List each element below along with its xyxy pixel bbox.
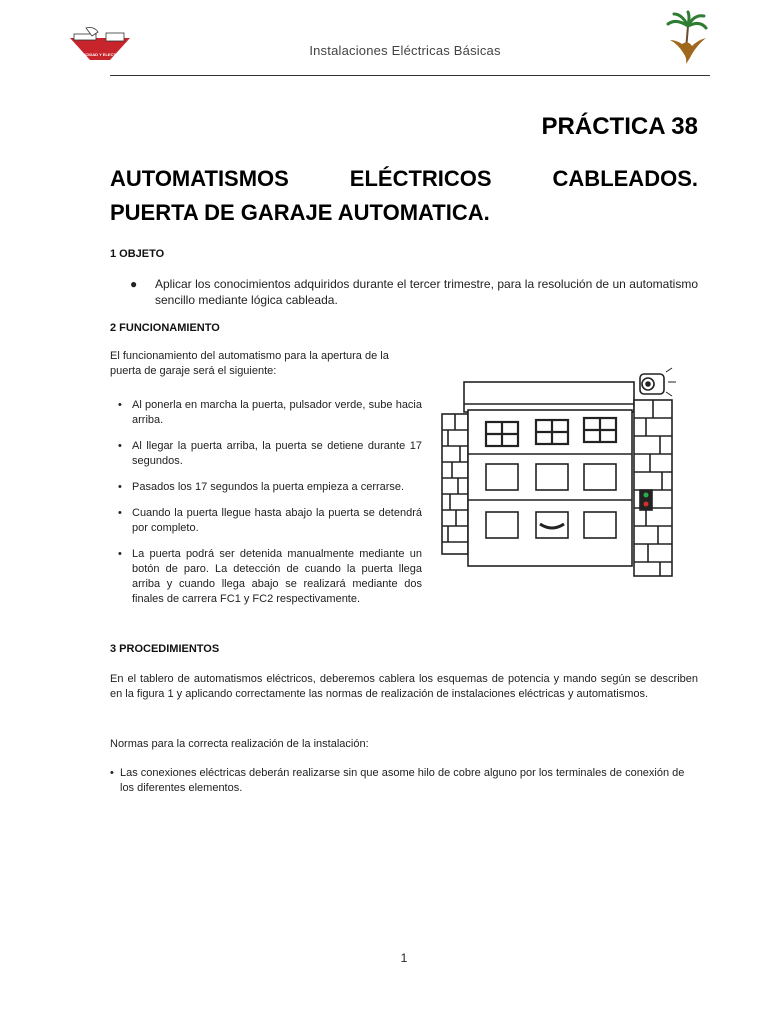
header-divider [110,75,710,76]
list-item-text: Al llegar la puerta arriba, la puerta se detiene durante 17 segundos. [132,440,422,467]
door-motor-icon [640,368,676,396]
school-logo-right [664,10,710,66]
bullet-icon: • [118,481,122,493]
bullet-icon: • [118,440,122,452]
list-item [118,480,422,495]
funcionamiento-list [118,398,422,618]
header-title: Instalaciones Eléctricas Básicas [309,43,501,58]
list-item [118,439,422,469]
palm-leaves-icon [668,12,706,28]
door-windows [486,418,616,446]
bullet-icon: • [110,767,114,779]
section-heading-funcionamiento: 2 FUNCIONAMIENTO [110,322,220,334]
objeto-text: Aplicar los conocimientos adquiridos durante el tercer trimestre, para la resolución de un automatismo sencillo mediante lógica cableada. [155,277,698,307]
bullet-icon: • [118,548,122,560]
title-word: ELÉCTRICOS [349,166,492,191]
objeto-item [130,276,698,308]
normas-list [110,766,700,796]
start-button-green-icon [644,493,649,498]
list-item-text: La puerta podrá ser detenida manualmente mediante un botón de paro. La detección de cuando la puerta llega arriba y cuando llega abajo se realizará mediante dos finales de carrera FC1 y FC2 respectivamente. [132,548,422,605]
list-item-text: Pasados los 17 segundos la puerta empieza a cerrarse. [132,481,405,493]
section-heading-procedimientos: 3 PROCEDIMIENTOS [110,643,220,655]
title-word: AUTOMATISMOS [110,166,289,191]
logo-board-icon [106,33,124,41]
bullet-icon: • [118,399,122,411]
list-item-text: Cuando la puerta llegue hasta abajo la puerta se detendrá por completo. [132,507,422,534]
page-number: 1 [400,951,408,965]
list-item [118,398,422,428]
list-item [118,506,422,536]
list-item-text: Al ponerla en marcha la puerta, pulsador verde, sube hacia arriba. [132,399,422,426]
practice-number: PRÁCTICA 38 [541,113,698,140]
list-item-text: Las conexiones eléctricas deberán realizarse sin que asome hilo de cobre alguno por los terminales de conexión de los diferentes elementos. [120,767,685,794]
list-item [118,547,422,607]
list-item [110,766,700,796]
title-word: CABLEADOS. [552,166,698,191]
door-header [464,382,634,412]
bullet-icon: • [118,507,122,519]
document-title [110,162,698,230]
eagle-icon [670,38,706,64]
left-brick-pillar [442,414,468,554]
logo-text: ELECTRICIDAD Y ELECTRÓNICA [68,52,132,57]
procedimientos-paragraph: En el tablero de automatismos eléctricos, deberemos cablera los esquemas de potencia y mando según se describen en la figura 1 y aplicando correctamente las normas de realización de instalaciones eléctricas y automatismos. [110,673,698,700]
funcionamiento-intro: El funcionamiento del automatismo para la apertura de la puerta de garaje será el siguiente: [110,350,389,377]
bullet-icon: ● [130,277,138,291]
title-line-2: PUERTA DE GARAJE AUTOMATICA. [110,200,490,225]
stop-button-red-icon [644,502,649,507]
section-heading-objeto: 1 OBJETO [110,248,165,260]
title-line-1 [110,162,698,196]
garage-door-illustration [436,360,698,582]
normas-intro: Normas para la correcta realización de la instalación: [110,738,369,750]
right-brick-pillar [634,400,672,576]
